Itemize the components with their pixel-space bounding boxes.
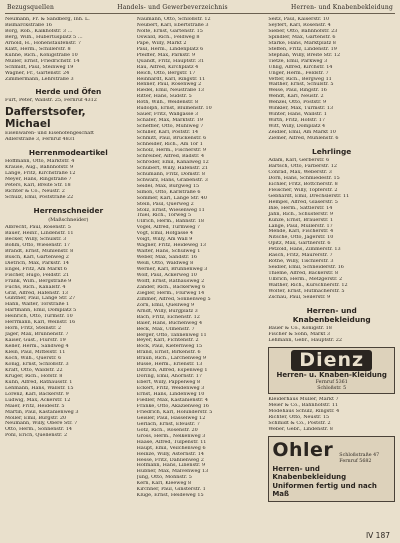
directory-entry: Lange, Paul, Müllerstr. 17: [268, 223, 333, 229]
directory-entry: Stolz, Ernst, Wiesenweg 11: [136, 207, 205, 213]
directory-entry: Schiller, Karl, Poststr. 14: [136, 130, 199, 136]
directory-entry: Neumann, Fr. & Sandberg, Inh. L.: [5, 17, 90, 22]
section-heading-lehrlinge: Lehrlinge: [312, 147, 352, 157]
directory-entry: Paul, Herm., Lindenplatz 6: [136, 46, 204, 52]
column-2: [137, 17, 264, 539]
directory-entry: Neubert, Karl, Ebertstraße 3: [136, 22, 209, 28]
directory-entry: Peters, Karl, Breite Str. 18: [5, 183, 71, 189]
directory-entry: Voigt, Willy, Am Wall 9: [136, 237, 193, 243]
directory-entry: Pfeiffer, Max, Parkstr. 9: [136, 52, 196, 58]
directory-entry: Winter, Hans, Wallstr. 1: [268, 112, 327, 118]
directory-entry: Lehmann, Gebr., Hauptstr. 22: [268, 337, 343, 343]
directory-entry: Zeidler, Emil, Am Markt 10: [268, 130, 336, 136]
directory-entry: Götz, Rich., Rosenstr. 20: [136, 427, 198, 433]
directory-entry: Wolter, Ernst, Hutmacherstr. 5: [268, 288, 345, 294]
ad-dafferstsofer-line: Eisenwaren- und Eisenofengeschäft: [5, 131, 94, 137]
directory-entry: Busse, Herm., Erlenstr. 13: [136, 362, 203, 368]
directory-entry: Schmidt, Paul, Steinweg 19: [5, 64, 74, 70]
ad-dafferstsofer-line: Adlerstraße 3, Fernruf 4831: [5, 137, 75, 143]
directory-entry: Richter & Co., Neustr. 2: [5, 189, 65, 195]
directory-entry: König, Ernst, Schloßstr. 3: [5, 361, 69, 367]
directory-entry: Herrmann, Karl, Weinstr. 16: [5, 320, 76, 326]
directory-entry: Naumann, Otto, Schloßstr. 12: [136, 17, 211, 22]
directory-entry: Braun, Rich., Lärchenweg 9: [136, 356, 207, 362]
directory-entry: Kraft, Otto, Waldstr. 22: [5, 367, 63, 373]
directory-entry: Eichler, Fritz, Böttcherstr. 8: [268, 181, 338, 187]
directory-entry: Bach, Fritz, Eichenstr. 12: [136, 314, 200, 320]
directory-entry: Riedel, Emil, Neustraße 13: [136, 88, 204, 94]
directory-entry: Kern, Karl, Kleeweg 8: [136, 481, 192, 487]
ad-dafferstsofer-name: Dafferstsofer, Michael: [5, 106, 86, 131]
directory-entry: Neumann, Willy, Obere Str. 7: [5, 421, 78, 427]
directory-entry: Horn, Fritz, Steinstr. 2: [5, 326, 62, 332]
directory-entry: Berger, Otto, Tannenweg 11: [136, 332, 207, 338]
directory-entry: Schröder, Emil, Kanalweg 12: [136, 159, 209, 165]
directory-entry: Hartmann, Emil, Domplatz 5: [5, 308, 77, 314]
directory-entry: Friedrich, Karl, Holunderstr. 5: [136, 409, 213, 415]
directory-entry: Rudolph, Ernst, Blumenstr. 10: [136, 106, 212, 112]
directory-entry: Weise, Paul, Ringstr. 16: [268, 88, 327, 94]
ad-ohler-name: Ohler: [272, 439, 334, 462]
directory-entry: Müller, Ernst, Friedrichstr. 14: [5, 58, 80, 64]
directory-entry: Adam, Karl, Gerberstr. 6: [268, 158, 330, 164]
directory-entry: Geisler, Paul, Hasselweg 12: [136, 415, 206, 421]
directory-entry: Haase, Alfred, Tulpenstr. 11: [136, 439, 207, 445]
directory-entry: Schmidt & Co., Poststr. 2: [268, 421, 331, 427]
directory-entry: Weiß, Otto, Waldweg 8: [136, 261, 194, 267]
directory-entry: Oswald, Rich., Feldweg 8: [136, 34, 200, 40]
section-heading-herren-knabenbekleidung: Herren- und Knabenbekleidung: [292, 305, 371, 324]
running-head-right: Herren- und Knabenbekleidung: [291, 4, 393, 11]
directory-entry: Koch, Wilh., Querstr. 6: [5, 355, 62, 361]
directory-entry: Vogel, Alfred, Turmweg 7: [136, 225, 201, 231]
directory-entry: Scholz, Herm., Fischerstr. 9: [136, 147, 206, 153]
directory-entry: Wolff, Ernst, Rathausweg 2: [136, 278, 205, 284]
directory-entry: Uhlig, Alfred, Kirchstr. 14: [268, 64, 333, 70]
directory-entry: Möller, Emil, Burgstr. 20: [5, 415, 67, 421]
column-3: [268, 17, 395, 539]
directory-entry: Kunze, Ernst, Brauerstr. 1: [268, 217, 334, 223]
directory-entry: Wagner, Fritz, Heideweg 13: [136, 243, 206, 249]
directory-entry: Thiel, Rich., Torweg 5: [136, 213, 192, 219]
directory-entry: Otto, Herm., Sonnenstr. 14: [5, 427, 73, 433]
directory-entry: Ziemer, Alfred, Mühlenstr. 6: [268, 136, 339, 142]
directory-entry: Bartsch, Otto, Färberstr. 12: [268, 163, 337, 169]
directory-entry: Mende, Karl, Fischerstr. 4: [268, 229, 334, 235]
directory-entry: Ritter, Hans, Südstr. 5: [136, 94, 192, 100]
directory-entry: Frank, Wilh., Bergstraße 9: [5, 278, 72, 284]
directory-entry: Vetter, Rich., Bergweg 11: [268, 76, 332, 82]
directory-entry: Engel, Fritz, Am Markt 6: [5, 266, 67, 272]
directory-entry: Modehaus Schulz, Ringstr. 4: [268, 409, 340, 415]
directory-entry: Dietrich, Max, Parkstr. 14: [5, 260, 69, 266]
directory-entry: Schumann, Fritz, Domstr. 8: [136, 171, 205, 177]
page-number: IV 187: [365, 531, 390, 540]
directory-entry: Hoffmann, Otto, Marktstr. 4: [5, 159, 75, 165]
directory-entry: Walther, Rich., Kürschnerstr. 12: [268, 283, 348, 289]
directory-entry: Seidel, Max, Burgweg 15: [136, 183, 200, 189]
directory-entry: Bismarckstraße 16: [5, 22, 52, 28]
directory-entry: Beyer, Karl, Fichtenstr. 2: [136, 338, 199, 344]
directory-entry: Meyer, Hans, Ringstraße 7: [5, 177, 72, 183]
running-head-left: Bezugsquellen: [7, 4, 55, 11]
directory-entry: Heinrich, Otto, Turmstr. 10: [5, 314, 73, 320]
directory-entry: Kühne, Rich., Königstraße 10: [5, 52, 78, 58]
directory-entry: Seitz, Paul, Kaiserstr. 10: [268, 17, 330, 22]
ad-ohler-addr2: Fernruf 5682: [339, 458, 372, 464]
ad-ohler-slogan1: Herren- und Knabenbekleidung: [272, 464, 347, 482]
directory-entry: Ullrich, Herm., Bahnstr. 18: [136, 219, 205, 225]
directory-entry: Kuhn, Alfred, Rathausstr. 1: [5, 379, 73, 385]
directory-entry: Simon, Otto, Karlstraße 6: [136, 189, 201, 195]
directory-entry: Beck, Max, Ulmenstr. 7: [136, 326, 195, 332]
directory-entry: Busch, Karl, Gartenweg 2: [5, 254, 69, 260]
directory-entry: Günther, Paul, Lange Str. 27: [5, 296, 76, 302]
directory-entry: Wenzel, Otto, Poststr. 9: [268, 100, 327, 106]
directory-entry: Ziegler, Herm., Flurweg 14: [136, 290, 205, 296]
directory-entry: Sommer, Karl, Lange Str. 40: [136, 195, 207, 201]
directory-entry: Brandt, Ernst, Mühlenstr. 8: [5, 248, 74, 254]
directory-entry: Fleischer, Willy, Töpferstr. 2: [268, 187, 338, 193]
directory-entry: Sauer, Fritz, Wallgasse 3: [136, 112, 199, 118]
directory-entry: Heinze, Willy, Asternstr. 14: [136, 451, 204, 457]
directory-entry: Hesse, Fritz, Dahlienweg 2: [136, 457, 204, 463]
ad-dienz-line2: Fernruf 5361: [315, 379, 348, 385]
directory-entry: Schwarz, Hans, Grabenstr. 3: [136, 177, 208, 183]
directory-entry: Zorn, Emil, Quellweg 9: [136, 302, 195, 308]
directory-entry: Wirth, Fritz, Hofstr. 17: [268, 118, 325, 124]
directory-entry: Eckert, Fritz, Weidenweg 3: [136, 386, 205, 392]
directory-entry: Arndt, Willy, Burgplatz 3: [136, 308, 198, 314]
directory-entry: Quandt, Fritz, Hauptstr. 31: [136, 58, 205, 64]
directory-entry: Ernst, Hans, Lindenweg 10: [136, 392, 205, 398]
running-head: [5, 4, 395, 14]
directory-entry: Unger, Herm., Feldstr. 7: [268, 70, 329, 76]
running-head-center: Handels- und Gewerbeverzeichnis: [117, 4, 228, 11]
directory-entry: Sieber, Otto, Bahnhofstr. 23: [268, 28, 338, 34]
directory-entry: Scheffler, Otto, Mühlweg 7: [136, 124, 204, 130]
directory-entry: Stein, Paul, Querweg 2: [136, 201, 194, 207]
directory-entry: Zschau, Paul, Seilerstr. 9: [268, 294, 331, 300]
directory-entry: Hempel, Alfred, Glaserstr. 5: [268, 199, 338, 205]
directory-entry: Kluge, Ernst, Heideweg 15: [136, 493, 204, 499]
directory-entry: Gross, Herm., Nelkenweg 3: [136, 433, 206, 439]
directory-entry: Schmitt, Paul, Brückenstr. 6: [136, 136, 207, 142]
directory-entry: Dittrich, Alfred, Espenweg 1: [136, 368, 208, 374]
directory-entry: Reich, Otto, Bergstr. 17: [136, 70, 196, 76]
directory-entry: Döring, Emil, Ahornstr. 17: [136, 374, 202, 380]
directory-entry: Berg, Wilh., Hubertusplatz 5 …: [5, 34, 83, 40]
directory-entry: Gebhardt, Emil, Drechslerstr. 11: [268, 193, 350, 199]
directory-entry: Werner, Karl, Brunnenweg 3: [136, 267, 208, 273]
directory-entry: Winkler, Max, Turmstr. 13: [268, 106, 334, 112]
directory-entry: Lorenz, Karl, Bäckerstr. 9: [5, 391, 69, 397]
directory-entry: Tietze, Emil, Parkweg 3: [268, 58, 328, 64]
directory-entry: Witt, Willy, Domplatz 4: [268, 124, 326, 130]
directory-entry: Schreiber, Alfred, Badstr. 4: [136, 153, 205, 159]
directory-entry: Pape, Willy, Markt 2: [136, 40, 187, 46]
directory-entry: Walther, Ernst, Schulstr. 5: [268, 82, 334, 88]
directory-entry: Dorn, Hans, Schmiedestr. 15: [268, 175, 340, 181]
directory-entry: Walter, Hans, Schulweg 1: [136, 249, 201, 255]
directory-entry: Thieme, Alfred, Bäckerstr. 8: [268, 271, 339, 277]
directory-entry: Zander, Rich., Bäckerweg 6: [136, 284, 206, 290]
directory-entry: Lange, Fritz, Kirchstraße 12: [5, 171, 76, 177]
directory-entry: Klein, Paul, Mittelstr. 11: [5, 350, 66, 356]
directory-entry: Schneider, Rich., Am Tor 1: [136, 142, 203, 148]
ad-dienz-logo: Dienz: [291, 350, 372, 371]
directory-entry: Gerlach, Ernst, Efeustr. 7: [136, 421, 200, 427]
directory-entry: Hübner, Max, Malvenweg 13: [136, 469, 209, 475]
directory-entry: Nolte, Ernst, Gartenstr. 15: [136, 28, 203, 34]
ad-dienz-line3: Schloßstr. 5: [317, 385, 347, 391]
directory-entry: Albrecht, Paul, Rosenstr. 5: [5, 225, 71, 231]
directory-entry: Graf, Alfred, Hafenstr. 13: [5, 290, 68, 296]
directory-entry: Ludwig, Max, Ackerstr. 12: [5, 397, 71, 403]
directory-entry: Klatt, Herm., Schillerstr. 8: [5, 46, 71, 52]
directory-entry: Ulbrich, Herm., Metzgerstr. 2: [268, 277, 343, 283]
directory-entry: Jahn, Rich., Schusterstr. 9: [268, 211, 334, 217]
ad-ohler-slogan2: Uniformen fertig und nach Maß: [272, 481, 377, 499]
directory-entry: Bauer, Heinr., Lindenstr. 11: [5, 230, 74, 236]
herde-entry: Furt, Peter, Wallstr. 25, Fernruf 4312: [5, 98, 97, 104]
directory-entry: Weber, Gebr., Lindenstr. 8: [268, 427, 333, 433]
directory-entry: Meier & Co., Bahnhofstr. 11: [268, 403, 339, 409]
directory-entry: Ebert, Willy, Pappelweg 8: [136, 380, 201, 386]
directory-entry: Franke, Otto, Akazienweg 16: [136, 403, 210, 409]
directory-entry: Brand, Ernst, Birkenstr. 6: [136, 350, 201, 356]
directory-entry: Wagner, Fr., Gartenstr. 24: [5, 70, 70, 76]
directory-entry: Baier, Hans, Buchenweg 4: [136, 320, 203, 326]
section-subheading: (Maßschneider): [48, 217, 89, 224]
directory-entry: Schulz, Emil, Poststraße 22: [5, 195, 74, 201]
directory-entry: Becker, Willy, Schulstr. 3: [5, 236, 67, 242]
directory-entry: Starke, Hans, Marktplatz 8: [268, 40, 336, 46]
directory-entry: Seidler, Emil, Schneiderstr. 16: [268, 265, 344, 271]
ad-dienz-line1: Herren- u. Knaben-Kleidung: [276, 370, 387, 379]
directory-entry: Rasch, Fritz, Maurerstr. 7: [268, 253, 333, 259]
directory-entry: Fischer & Sohn, Markt 3: [268, 331, 330, 337]
directory-entry: Bock, Paul, Kiefernweg 15: [136, 344, 203, 350]
directory-entry: Wendt, Karl, Neustr. 2: [268, 94, 324, 100]
directory-entry: Vogt, Emil, Hofgasse 4: [136, 231, 193, 237]
directory-entry: Hofmann, Hans, Lilienstr. 9: [136, 463, 206, 469]
directory-entry: Seyfert, Karl, Rosenstr. 4: [268, 22, 331, 28]
directory-entry: Martin, Paul, Kastanienweg 3: [5, 409, 79, 415]
section-heading-herrenschneider: Herrenschneider: [33, 206, 104, 216]
directory-entry: Renner, Paul, Rosenweg 2: [136, 82, 202, 88]
directory-entry: Fischer, Hugo, Feldstr. 21: [5, 272, 70, 278]
directory-entry: Lehmann, Hans, Wallstr. 15: [5, 385, 74, 391]
directory-entry: Spindler, Max, Gartenstr. 6: [268, 34, 336, 40]
directory-entry: Borg, Rob., Kalkhofstr. 3 …: [5, 28, 73, 34]
directory-entry: Kirchner, Paul, Ginsterstr. 1: [136, 487, 206, 493]
directory-entry: Opitz, Max, Gärtnerstr. 6: [268, 241, 331, 247]
directory-entry: Fiedler, Max, Kastanienstr. 4: [136, 398, 209, 403]
directory-entry: Jäger, Max, Brunnenstr. 7: [5, 332, 69, 338]
directory-entry: Haupt, Emil, Veilchenweg 6: [136, 445, 206, 451]
directory-entry: Richter, Otto, Neustr. 15: [268, 415, 330, 421]
section-heading-herde: Herde und Öfen: [35, 87, 102, 97]
directory-entry: Weber, Max, Sandstr. 16: [136, 255, 198, 261]
directory-entry: Roth, Wilh., Weidenstr. 8: [136, 100, 199, 106]
directory-entry: Petzold, Hans, Zimmerstr. 13: [268, 247, 341, 253]
directory-entry: Ihle, Herm., Sattlerstr. 14: [268, 205, 333, 211]
directory-entry: Bauer & Co., Königstr. 18: [268, 325, 332, 331]
section-heading-herrenmodeartikel: Herrenmodeartikel: [28, 148, 108, 158]
directory-entry: Jung, Otto, Mohnstr. 5: [136, 475, 192, 481]
ad-ohler-addr1: Schloßstraße 47: [339, 453, 380, 459]
directory-entry: Pohl, Erich, Quellenstr. 2: [5, 433, 68, 439]
directory-entry: Keller, Herm., Sandweg 4: [5, 344, 69, 350]
directory-entry: Fuchs, Rich., Kanalstr. 4: [5, 284, 66, 290]
directory-entry: Wolf, Paul, Ackerweg 10: [136, 272, 197, 278]
column-1: [5, 17, 132, 539]
directory-entry: Kaiser, Gust., Flurstr. 19: [5, 338, 66, 344]
directory-entry: Conrad, Max, Weberstr. 3: [268, 169, 332, 175]
directory-entry: Stephan, Willy, Breite Str. 12: [268, 52, 341, 58]
ad-ohler: [268, 436, 395, 502]
directory-entry: Krause, Aug., Bahnhofstr. 9: [5, 165, 74, 171]
directory-entry: Nitsche, Otto, Jägerstr. 10: [268, 235, 334, 241]
directory-entry: Zimmer, Alfred, Sonnenweg 5: [136, 296, 211, 302]
directory-entry: Schubert, Willy, Hafenstr. 21: [136, 165, 208, 171]
directory-entry: Reinhardt, Karl, Ringstr. 11: [136, 76, 206, 82]
directory-entry: Böhm, Otto, Wiesenstr. 17: [5, 242, 70, 248]
directory-entry: Kleiderhaus Müller, Markt 7: [268, 397, 339, 403]
directory-entry: Zimmermann, Lehrstraße 3: [5, 76, 74, 82]
directory-entry: Hahn, Walter, Torstraße 1: [5, 302, 70, 308]
directory-entry: Steffen, Fritz, Lindenstr. 19: [268, 46, 337, 52]
directory-entry: Rothe, Willy, Tischlerstr. 3: [268, 259, 334, 265]
directory-entry: Rau, Alfred, Kirchplatz 4: [136, 64, 199, 70]
directory-entry: Maier, Fritz, Heidestr. 5: [5, 403, 65, 409]
ad-dienz: [268, 347, 395, 395]
directory-entry: Krüger, Rich., Hofstr. 8: [5, 373, 63, 379]
directory-entry: Arnold, H., Hohenstaufenstr. 7: [5, 40, 81, 46]
directory-entry: Schäfer, Max, Marktstr. 19: [136, 118, 204, 124]
